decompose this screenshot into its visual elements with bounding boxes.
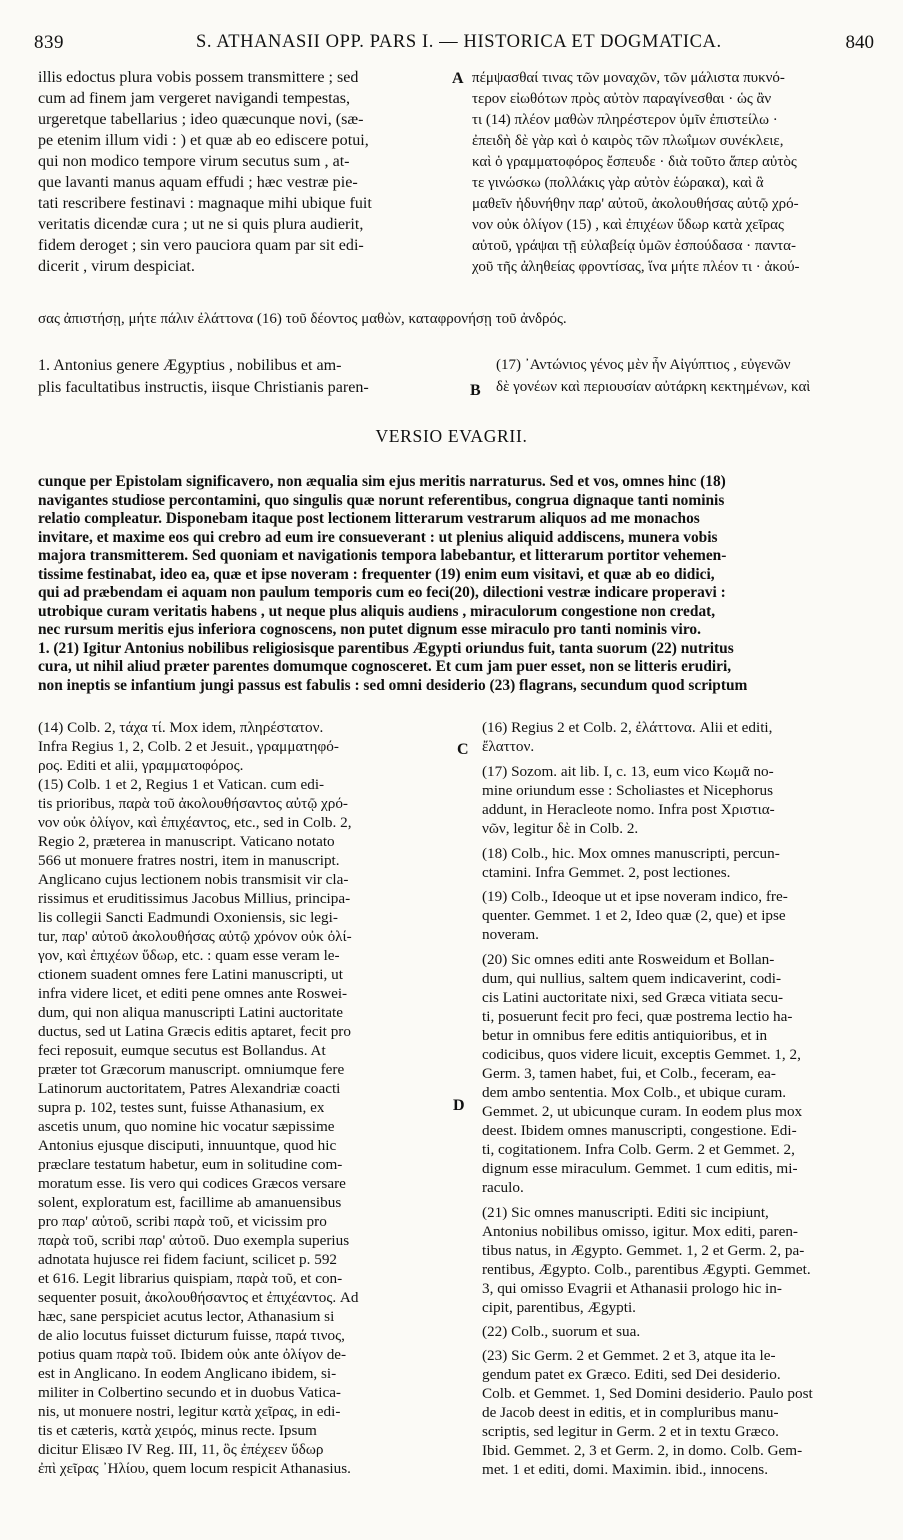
footnote-line: adnotata hujusce rei fidem faciunt, scilicet p. 592 xyxy=(38,1251,338,1268)
text-line: utrobique curam veritatis habens , ut neque plus aliquis audiens , miraculorum congestione non credat, xyxy=(38,602,716,620)
running-title: S. ATHANASII OPP. PARS I. — HISTORICA ET DOGMATICA. xyxy=(196,32,722,52)
footnote-line: Antonius ejusque disciputi, innuuntque, quod hic xyxy=(38,1137,337,1154)
text-line: non ineptis se infantium jungi passus est fabulis : sed omni desiderio (23) flagrans, secundum quod scriptum xyxy=(38,676,748,694)
footnote-line: νον οὐκ ὀλίγον, καὶ ἐπιχέαντος, etc., sed in Colb. 2, xyxy=(38,814,352,831)
text-line: τι (14) πλέον μαθὼν πληρέστερον ὑμῖν ἐπιστείλω · xyxy=(472,112,778,128)
text-line: 1. (21) Igitur Antonius nobilibus religiosisque parentibus Ægypti oriundus fuit, tanta suorum (22) nutritus xyxy=(38,639,734,657)
text-line: (17) ᾿Αντώνιος γένος μὲν ἦν Αἰγύπτιος , εὐγενῶν xyxy=(496,357,791,373)
margin-mark-a: A xyxy=(452,70,464,87)
footnote-line: dignum esse miraculum. Gemmet. 1 cum editis, mi- xyxy=(482,1160,798,1177)
footnote-line: feci reposuit, eumque secutus est Bollandus. At xyxy=(38,1042,326,1059)
text-line: que lavanti manus aquam effudi ; hæc vestræ pie- xyxy=(38,174,358,191)
footnote-line: Antonius nobilibus omisso, igitur. Mox editi, paren- xyxy=(482,1223,798,1240)
footnote-line: (19) Colb., Ideoque ut et ipse noveram indico, fre- xyxy=(482,888,788,905)
footnote-line: Infra Regius 1, 2, Colb. 2 et Jesuit., γραμματηφό- xyxy=(38,738,339,755)
footnote-line: addunt, in Heracleote nomo. Infra post Χριστια- xyxy=(482,801,775,818)
footnote-line: codicibus, quos videre licuit, exceptis Gemmet. 1, 2, xyxy=(482,1046,801,1063)
footnote-line: tis prioribus, παρὰ τοῦ ἀκολουθήσαντος αὐτῷ χρό- xyxy=(38,795,348,812)
margin-mark-c: C xyxy=(457,741,469,758)
footnote-line: betur in omnibus fere editis antiquioribus, et in xyxy=(482,1027,768,1044)
text-line: καὶ ὁ γραμματοφόρος ἔσπευδε · διὰ τοῦτο ἅπερ αὐτὸς xyxy=(472,154,797,170)
text-line: urgeretque tabellarius ; ideo quæcunque novi, (sæ- xyxy=(38,111,364,128)
footnote-line: tis et cæteris, κατὰ χειρός, minus recte. Ipsum xyxy=(38,1422,317,1439)
text-line: αὐτοῦ, γράψαι τῇ εὐλαβείᾳ ὑμῶν ἐσπούδασα · παντα- xyxy=(472,238,797,254)
footnote-line: gendum patet ex Græco. Editi, sed Dei desiderio. xyxy=(482,1366,781,1383)
text-line: veritatis dicendæ cura ; ut ne si quis plura audierit, xyxy=(38,216,364,233)
text-line: tati rescribere festinavi : magnaque mihi ubique fuit xyxy=(38,195,372,212)
footnote-line: pro παρ' αὐτοῦ, scribi παρὰ τοῦ, et vicissim pro xyxy=(38,1213,327,1230)
footnote-line: raculo. xyxy=(482,1179,524,1196)
footnote-line: nis, ut monuere nostri, legitur κατὰ χεῖρας, in edi- xyxy=(38,1403,341,1420)
footnote-line: νῶν, legitur δὲ in Colb. 2. xyxy=(482,820,639,837)
footnote-line: ti, posuerunt fecit pro feci, quæ postrema lectio ha- xyxy=(482,1008,793,1025)
footnote-line: sequenter posuit, ἀκολουθήσαντος et ἐπιχέαντος. Ad xyxy=(38,1289,359,1306)
footnote-line: cipit, parentibus, Ægypti. xyxy=(482,1299,636,1316)
text-line: qui ad præbendam ei aquam non paulum temporis cum eo feci(20), dilectioni vestræ indicare properavi : xyxy=(38,584,726,601)
footnote-line: solent, exploratum est, facillime ab amanuensibus xyxy=(38,1194,342,1211)
footnote-line: ti, cogitationem. Infra Colb. Germ. 2 et Gemmet. 2, xyxy=(482,1141,795,1158)
text-line: plis facultatibus instructis, iisque Christianis paren- xyxy=(38,379,369,396)
footnote-line: rentibus, Ægypto. Colb., parentibus Ægypti. Gemmet. xyxy=(482,1261,811,1278)
footnote-line: est in Anglicano. In eodem Anglicano ibidem, si- xyxy=(38,1365,337,1382)
footnote-line: noveram. xyxy=(482,926,539,943)
footnote-line: (17) Sozom. ait lib. I, c. 13, eum vico Κωμᾶ no- xyxy=(482,763,774,780)
text-line: cunque per Epistolam significavero, non æqualia sim ejus meritis narraturus. Sed et vos, omnes hinc (18) xyxy=(38,473,726,490)
text-line: τε γινώσκω (πολλάκις γὰρ αὐτὸν ἑώρακα), καὶ ἃ xyxy=(472,175,764,191)
footnote-line: Anglicano cujus lectionem nobis transmisit vir cla- xyxy=(38,871,349,888)
footnote-line: ctionem suadent omnes fere Latini manuscripti, ut xyxy=(38,966,343,983)
footnote-line: dem ambo sententia. Mox Colb., et ubique curam. xyxy=(482,1084,787,1101)
footnote-line: Ibid. Gemmet. 2, 3 et Germ. 2, in domo. Colb. Gem- xyxy=(482,1442,803,1459)
footnote-line: moratum esse. Iis vero qui codices Græcos versare xyxy=(38,1175,346,1192)
footnote-line: cis Latini auctoritate nixi, sed Græca vitiata secu- xyxy=(482,989,784,1006)
footnote-line: ductus, sed ut Latina Græcis editis aptaret, fecit pro xyxy=(38,1023,351,1040)
text-line: cura, ut nihil aliud præter parentes domumque cognosceret. Et cum jam puer esset, non se litteris erudiri, xyxy=(38,658,732,675)
footnote-line: Regio 2, præterea in manuscript. Vaticano notato xyxy=(38,833,335,850)
footnote-line: 3, qui omisso Evagrii et Athanasii prologo hic in- xyxy=(482,1280,782,1297)
text-line: navigantes studiose percontamini, quo singulis quæ norunt referentibus, congrua dignaque tanti nominis xyxy=(38,491,725,509)
footnote-line: ρος. Editi et alii, γραμματοφόρος. xyxy=(38,757,244,774)
text-line: ἐπειδὴ δὲ γὰρ καὶ ὁ καιρὸς τῶν πλωΐμων συνέκλειε, xyxy=(472,133,784,149)
footnote-line: dum, qui nullius, saltem quem indicaverint, codi- xyxy=(482,970,782,987)
section-title: VERSIO EVAGRII. xyxy=(375,426,528,446)
footnote-line: (14) Colb. 2, τάχα τί. Mox idem, πληρέστατον. xyxy=(38,719,324,736)
footnote-line: de alio locutus fuisset dicturum fuisse, παρά τινος, xyxy=(38,1327,345,1344)
footnote-line: παρὰ τοῦ, scribi παρ' αὐτοῦ. Duo exempla superius xyxy=(38,1232,350,1249)
footnote-line: γον, καὶ ἐπιχέων ὕδωρ, etc. : quam esse veram le- xyxy=(38,947,340,964)
text-line: cum ad finem jam vergeret navigandi tempestas, xyxy=(38,90,351,107)
footnote-line: lis collegii Sancti Eadmundi Oxoniensis, sic legi- xyxy=(38,909,338,926)
footnote-line: potius quam παρὰ τοῦ. Ibidem οὐκ ante ὀλίγον de- xyxy=(38,1346,347,1363)
footnote-line: præclare testatum habetur, eum in solitudine com- xyxy=(38,1156,343,1173)
footnote-line: rissimus et eruditissimus Jacobus Millius, principa- xyxy=(38,890,351,907)
footnote-line: (21) Sic omnes manuscripti. Editi sic incipiunt, xyxy=(482,1204,769,1221)
footnote-line: dum, qui non aliqua manuscripti Latini auctoritate xyxy=(38,1004,343,1021)
text-line: relatio compleatur. Disponebam itaque post lectionem litterarum vestrarum aliquos ad me monachos xyxy=(38,510,700,527)
page-number-right: 840 xyxy=(845,32,874,53)
text-line: 1. Antonius genere Ægyptius , nobilibus et am- xyxy=(38,357,342,374)
running-header xyxy=(34,32,874,58)
footnote-line: (18) Colb., hic. Mox omnes manuscripti, percun- xyxy=(482,845,780,862)
text-line: πέμψασθαί τινας τῶν μοναχῶν, τῶν μάλιστα πυκνό- xyxy=(472,70,785,86)
footnote-line: præter tot Græcorum manuscript. omniumque fere xyxy=(38,1061,345,1078)
text-line: majora transmitterem. Sed quoniam et navigationis tempora labebantur, et litterarum portitor vehemen- xyxy=(38,547,727,564)
footnote-line: (23) Sic Germ. 2 et Gemmet. 2 et 3, atque ita le- xyxy=(482,1347,776,1364)
text-line: illis edoctus plura vobis possem transmittere ; sed xyxy=(38,69,359,86)
margin-mark-d: D xyxy=(453,1097,465,1114)
text-line: τερον εἰωθότων πρὸς αὐτὸν παραγίνεσθαι · ὡς ἂν xyxy=(472,91,772,107)
footnote-line: hæc, sane perspiciet acutus lector, Athanasium si xyxy=(38,1308,335,1325)
text-line: νον οὐκ ὀλίγον (15) , καὶ ἐπιχέων ὕδωρ κατὰ χεῖρας xyxy=(472,217,784,233)
footnote-line: Germ. 3, tamen habet, fui, et Colb., feceram, ea- xyxy=(482,1065,776,1082)
footnote-line: deest. Ibidem omnes manuscripti, congestione. Edi- xyxy=(482,1122,797,1139)
footnote-line: de Jacob deest in editis, et in compluribus manu- xyxy=(482,1404,779,1421)
footnote-line: tibus natus, in Ægypto. Gemmet. 1, 2 et Germ. 2, pa- xyxy=(482,1242,805,1259)
text-line: invitare, et maxime eos qui crebro ad eum ire consueverant : ut plenius aliquid addiscens, munera vobis xyxy=(38,528,718,546)
text-line: qui non modico tempore virum secutus sum , at- xyxy=(38,153,350,170)
footnote-line: (22) Colb., suorum et sua. xyxy=(482,1323,641,1340)
footnote-line: ἔλαττον. xyxy=(482,738,535,755)
footnote-line: (16) Regius 2 et Colb. 2, ἐλάττονα. Alii et editi, xyxy=(482,719,773,736)
footnote-line: Latinorum auctoritatem, Patres Alexandriæ coacti xyxy=(38,1080,341,1097)
text-line: dicerit , virum despiciat. xyxy=(38,258,195,275)
footnote-line: scriptis, sed legitur in Germ. 2 et in textu Græco. xyxy=(482,1423,779,1440)
footnote-line: supra p. 102, testes sunt, fuisse Athanasium, ex xyxy=(38,1099,325,1116)
footnote-line: quenter. Gemmet. 1 et 2, Ideo quæ (2, que) et ipse xyxy=(482,907,786,924)
footnote-line: tur, παρ' αὐτοῦ ἀκολουθήσας αὐτῷ χρόνον οὐκ ὀλί- xyxy=(38,928,352,945)
footnote-line: infra videre licet, et editi pene omnes ante Roswei- xyxy=(38,985,348,1002)
text-line: nec rursum meritis ejus inferiora cognoscens, non putet dignum esse miraculo pro tanti nominis viro. xyxy=(38,621,701,638)
text-line: χοῦ τῆς ἀληθείας φροντίσας, ἵνα μήτε πλέον τι · ἀκού- xyxy=(472,259,800,275)
footnote-line: dicitur Elisæo IV Reg. III, 11, ὃς ἐπέχεεν ὕδωρ xyxy=(38,1441,324,1458)
footnote-line: met. 1 et editi, domi. Maximin. ibid., innocens. xyxy=(482,1461,768,1478)
footnote-line: (20) Sic omnes editi ante Rosweidum et Bollan- xyxy=(482,951,775,968)
footnote-line: mine oriundum esse : Scholiastes et Nicephorus xyxy=(482,782,774,799)
footnote-line: ἐπὶ χεῖρας ᾿Ηλίου, quem locum respicit Athanasius. xyxy=(38,1460,351,1477)
text-line: δὲ γονέων καὶ περιουσίαν αὐτάρκη κεκτημένων, καὶ xyxy=(496,379,811,395)
footnote-line: Gemmet. 2, ut ubicunque curam. In eodem plus mox xyxy=(482,1103,803,1120)
footnote-line: et 616. Legit librarius quispiam, παρὰ τοῦ, et con- xyxy=(38,1270,343,1287)
greek-full-line: σας ἀπιστήσῃ, μήτε πάλιν ἐλάττονα (16) τοῦ δέοντος μαθὼν, καταφρονήσῃ τοῦ ἀνδρός. xyxy=(38,311,567,327)
footnote-line: ctamini. Infra Gemmet. 2, post lectiones. xyxy=(482,864,731,881)
margin-mark-b: B xyxy=(470,382,481,399)
footnote-line: 566 ut monuere fratres nostri, item in manuscript. xyxy=(38,852,340,869)
footnote-line: ascetis unum, quo nomine hic vocatur sæpissime xyxy=(38,1118,335,1135)
footnote-line: (15) Colb. 1 et 2, Regius 1 et Vatican. cum edi- xyxy=(38,776,325,793)
page-number-left: 839 xyxy=(34,32,64,53)
text-line: tissime festinabat, ideo ea, quæ et ipse noveram : frequenter (19) enim eum visitavi, et quæ ab eo didici, xyxy=(38,565,715,583)
text-line: fidem deroget ; sin vero pauciora quam par sit edi- xyxy=(38,237,364,254)
text-line: pe etenim illum vidi : ) et quæ ab eo ediscere potui, xyxy=(38,132,369,149)
text-line: μαθεῖν ἠδυνήθην παρ' αὐτοῦ, ἀκολουθήσας αὐτῷ χρό- xyxy=(472,196,799,212)
footnote-line: militer in Colbertino secundo et in duobus Vatica- xyxy=(38,1384,341,1401)
footnote-line: Colb. et Gemmet. 1, Sed Domini desiderio. Paulo post xyxy=(482,1385,813,1402)
